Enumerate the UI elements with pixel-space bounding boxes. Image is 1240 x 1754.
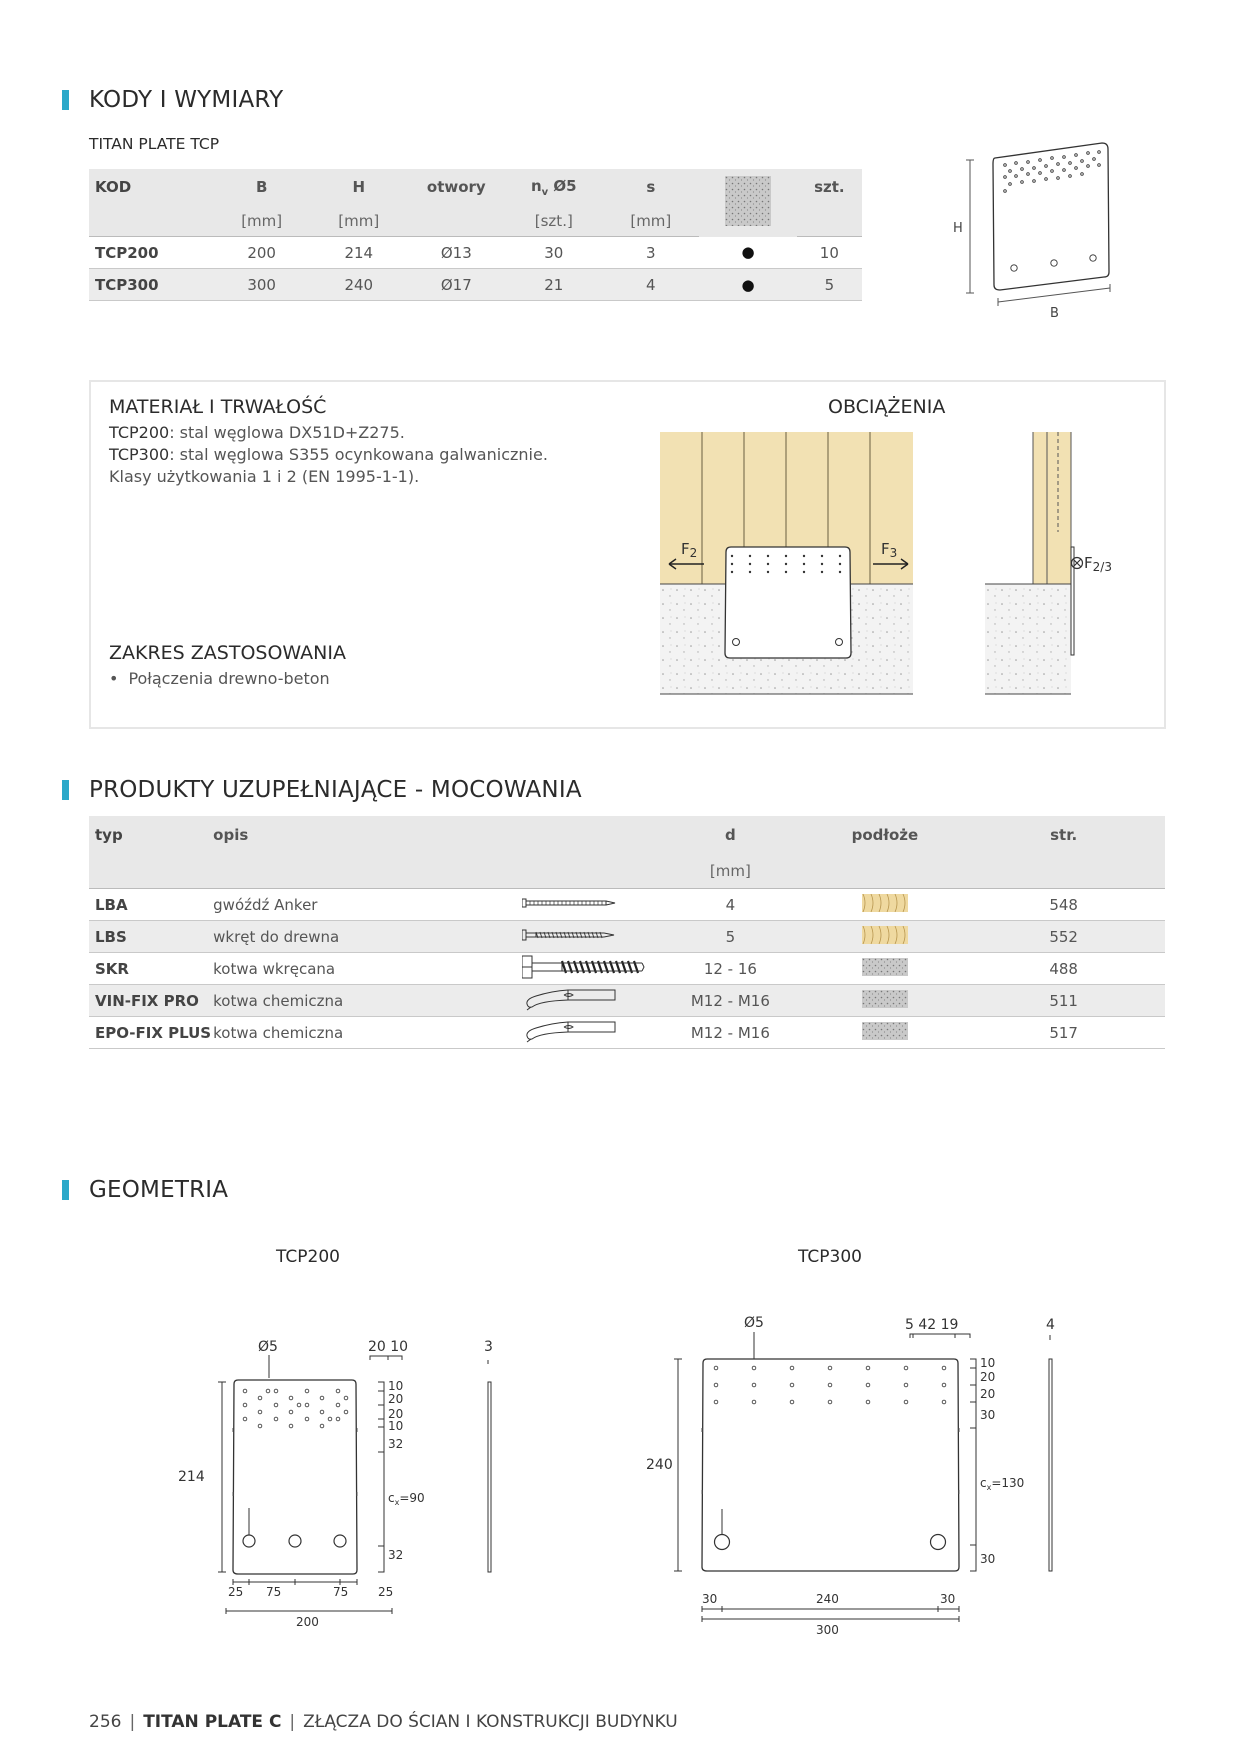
col-kod: KOD xyxy=(89,169,213,205)
section-title: GEOMETRIA xyxy=(89,1177,229,1203)
force-f2-label: $F_2$ xyxy=(681,540,698,560)
cell-str: 517 xyxy=(962,1017,1165,1049)
table-row xyxy=(89,985,1165,1017)
chemical-anchor-icon xyxy=(521,1017,653,1049)
unit-d: [mm] xyxy=(653,854,807,889)
page-footer xyxy=(89,1712,678,1732)
tcp300-b30b: 30 xyxy=(940,1592,956,1606)
cell-opis: kotwa chemiczna xyxy=(212,985,521,1017)
cell-h: 240 xyxy=(310,269,407,301)
tcp300-r20b: 20 xyxy=(980,1387,996,1401)
col-podloze: podłoże xyxy=(807,816,962,854)
col-d: d xyxy=(653,816,807,854)
tcp300-width: 300 xyxy=(816,1623,839,1637)
footer-separator: | xyxy=(289,1712,296,1732)
wood-base-icon xyxy=(807,889,962,921)
nail-icon xyxy=(521,889,653,921)
footer-separator: | xyxy=(129,1712,136,1732)
col-szt: szt. xyxy=(797,169,862,205)
tcp300-geometry-drawing xyxy=(640,1305,1070,1645)
cell-nv: 30 xyxy=(505,237,602,269)
material-code-1: TCP200 xyxy=(109,423,170,442)
cell-szt: 5 xyxy=(797,269,862,301)
concrete-base-icon xyxy=(807,985,962,1017)
cell-d: 12 - 16 xyxy=(653,953,807,985)
tcp300-r30b: 30 xyxy=(980,1552,996,1566)
section-accent-bar xyxy=(62,1180,69,1200)
unit-b: [mm] xyxy=(213,205,310,237)
dim-b-label: B xyxy=(1050,306,1059,321)
tcp300-b240: 240 xyxy=(816,1592,839,1606)
force-f3-label: $F_3$ xyxy=(881,540,898,560)
page-number: 256 xyxy=(89,1712,122,1732)
cell-str: 552 xyxy=(962,921,1165,953)
tcp200-r20b: 20 xyxy=(388,1407,404,1421)
cell-typ: LBS xyxy=(89,921,212,953)
cell-opis: kotwa chemiczna xyxy=(212,1017,521,1049)
section-accent-bar xyxy=(62,780,69,800)
table-row xyxy=(89,1017,1165,1049)
tcp300-r30a: 30 xyxy=(980,1408,996,1422)
section-heading-products xyxy=(62,777,582,803)
cell-h: 214 xyxy=(310,237,407,269)
cell-d: M12 - M16 xyxy=(653,985,807,1017)
table-units-row xyxy=(89,854,1165,889)
tcp300-top-dims: 5 42 19 xyxy=(905,1317,959,1333)
products-table xyxy=(89,816,1165,1049)
anchor-screw-icon xyxy=(521,953,653,985)
cell-b: 300 xyxy=(213,269,310,301)
table-row xyxy=(89,953,1165,985)
cell-str: 548 xyxy=(962,889,1165,921)
cell-otwory: Ø13 xyxy=(407,237,505,269)
cell-b: 200 xyxy=(213,237,310,269)
tcp200-r20a: 20 xyxy=(388,1392,404,1406)
cell-nv: 21 xyxy=(505,269,602,301)
col-str: str. xyxy=(962,816,1165,854)
force-f23-label: $F_{2/3}$ xyxy=(1084,554,1112,574)
tcp200-height: 214 xyxy=(178,1469,205,1485)
cell-otwory: Ø17 xyxy=(407,269,505,301)
tcp200-r32a: 32 xyxy=(388,1437,404,1451)
tcp200-b25b: 25 xyxy=(378,1585,394,1599)
cell-availability-dot: ● xyxy=(699,269,796,301)
tcp300-b30a: 30 xyxy=(702,1592,718,1606)
concrete-base-icon xyxy=(807,953,962,985)
cell-typ: EPO-FIX PLUS xyxy=(89,1017,212,1049)
table-row xyxy=(89,921,1165,953)
cell-szt: 10 xyxy=(797,237,862,269)
cell-d: M12 - M16 xyxy=(653,1017,807,1049)
section-title: PRODUKTY UZUPEŁNIAJĄCE - MOCOWANIA xyxy=(89,777,582,803)
cell-s: 4 xyxy=(602,269,699,301)
tcp300-cx: $c_x=130$ xyxy=(980,1476,1025,1492)
col-typ: typ xyxy=(89,816,212,854)
scope-item xyxy=(109,668,330,690)
scope-item-text: Połączenia drewno-beton xyxy=(128,669,330,688)
col-base-concrete xyxy=(699,169,796,237)
cell-d: 4 xyxy=(653,889,807,921)
table-header-row xyxy=(89,169,862,205)
scope-title: ZAKRES ZASTOSOWANIA xyxy=(109,642,346,664)
col-h: H xyxy=(310,169,407,205)
cell-typ: SKR xyxy=(89,953,212,985)
tcp300-thickness: 4 xyxy=(1046,1317,1055,1333)
material-title: MATERIAŁ I TRWAŁOŚĆ xyxy=(109,396,327,418)
material-desc-2: : stal węglowa S355 ocynkowana galwanicznie. xyxy=(169,445,548,464)
bullet-icon: • xyxy=(109,669,119,688)
tcp300-height: 240 xyxy=(646,1457,673,1473)
cell-d: 5 xyxy=(653,921,807,953)
tcp200-thickness: 3 xyxy=(484,1339,493,1355)
unit-h: [mm] xyxy=(310,205,407,237)
service-class-text: Klasy użytkowania 1 i 2 (EN 1995-1-1). xyxy=(109,467,420,486)
col-b: B xyxy=(213,169,310,205)
tcp200-top-dims: 20 10 xyxy=(368,1339,409,1355)
nv-rest: Ø5 xyxy=(548,176,577,195)
tcp300-r20a: 20 xyxy=(980,1370,996,1384)
table-subtitle: TITAN PLATE TCP xyxy=(89,135,220,153)
section-heading-geometry xyxy=(62,1177,228,1203)
material-code-2: TCP300 xyxy=(109,445,170,464)
material-desc-1: : stal węglowa DX51D+Z275. xyxy=(169,423,405,442)
cell-kod: TCP300 xyxy=(89,269,213,301)
tcp300-hole-small-label: Ø5 xyxy=(744,1315,764,1331)
footer-product: TITAN PLATE C xyxy=(143,1712,282,1732)
chemical-anchor-icon xyxy=(521,985,653,1017)
cell-typ: VIN-FIX PRO xyxy=(89,985,212,1017)
tcp200-r10a: 10 xyxy=(388,1379,404,1393)
cell-kod: TCP200 xyxy=(89,237,213,269)
table-row xyxy=(89,269,862,301)
loads-side-diagram xyxy=(985,432,1125,700)
nv-label: n xyxy=(530,176,542,195)
cell-str: 488 xyxy=(962,953,1165,985)
col-otwory: otwory xyxy=(407,169,505,205)
cell-s: 3 xyxy=(602,237,699,269)
footer-section: ZŁĄCZA DO ŚCIAN I KONSTRUKCJI BUDYNKU xyxy=(303,1712,678,1732)
tcp200-b75b: 75 xyxy=(333,1585,349,1599)
cell-opis: kotwa wkręcana xyxy=(212,953,521,985)
material-text xyxy=(109,422,629,488)
concrete-base-icon xyxy=(725,176,771,226)
tcp200-cx: $c_x=90$ xyxy=(388,1491,425,1507)
unit-s: [mm] xyxy=(602,205,699,237)
section-title: KODY I WYMIARY xyxy=(89,87,284,113)
cell-str: 511 xyxy=(962,985,1165,1017)
codes-table xyxy=(89,169,862,301)
tcp300-r10: 10 xyxy=(980,1356,996,1370)
loads-front-diagram xyxy=(660,432,920,700)
tcp200-b75a: 75 xyxy=(266,1585,282,1599)
table-row xyxy=(89,237,862,269)
nv-sub: v xyxy=(541,186,549,198)
section-heading-codes xyxy=(62,87,283,113)
screw-icon xyxy=(521,921,653,953)
geometry-title-tcp300: TCP300 xyxy=(798,1247,862,1267)
geometry-title-tcp200: TCP200 xyxy=(276,1247,340,1267)
cell-availability-dot: ● xyxy=(699,237,796,269)
tcp200-width: 200 xyxy=(296,1615,319,1629)
tcp200-b25a: 25 xyxy=(228,1585,244,1599)
concrete-base-icon xyxy=(807,1017,962,1049)
plate-dimension-diagram xyxy=(950,140,1130,330)
tcp200-geometry-drawing xyxy=(170,1330,510,1640)
loads-title: OBCIĄŻENIA xyxy=(828,396,946,418)
cell-opis: gwóźdź Anker xyxy=(212,889,521,921)
col-nv xyxy=(505,169,602,205)
col-opis: opis xyxy=(212,816,521,854)
tcp200-hole-small-label: Ø5 xyxy=(258,1339,278,1355)
table-row xyxy=(89,889,1165,921)
table-header-row xyxy=(89,816,1165,854)
cell-opis: wkręt do drewna xyxy=(212,921,521,953)
unit-nv: [szt.] xyxy=(505,205,602,237)
col-s: s xyxy=(602,169,699,205)
section-accent-bar xyxy=(62,90,69,110)
wood-base-icon xyxy=(807,921,962,953)
dim-h-label: H xyxy=(953,221,963,236)
tcp200-r32b: 32 xyxy=(388,1548,404,1562)
cell-typ: LBA xyxy=(89,889,212,921)
tcp200-r10b: 10 xyxy=(388,1419,404,1433)
